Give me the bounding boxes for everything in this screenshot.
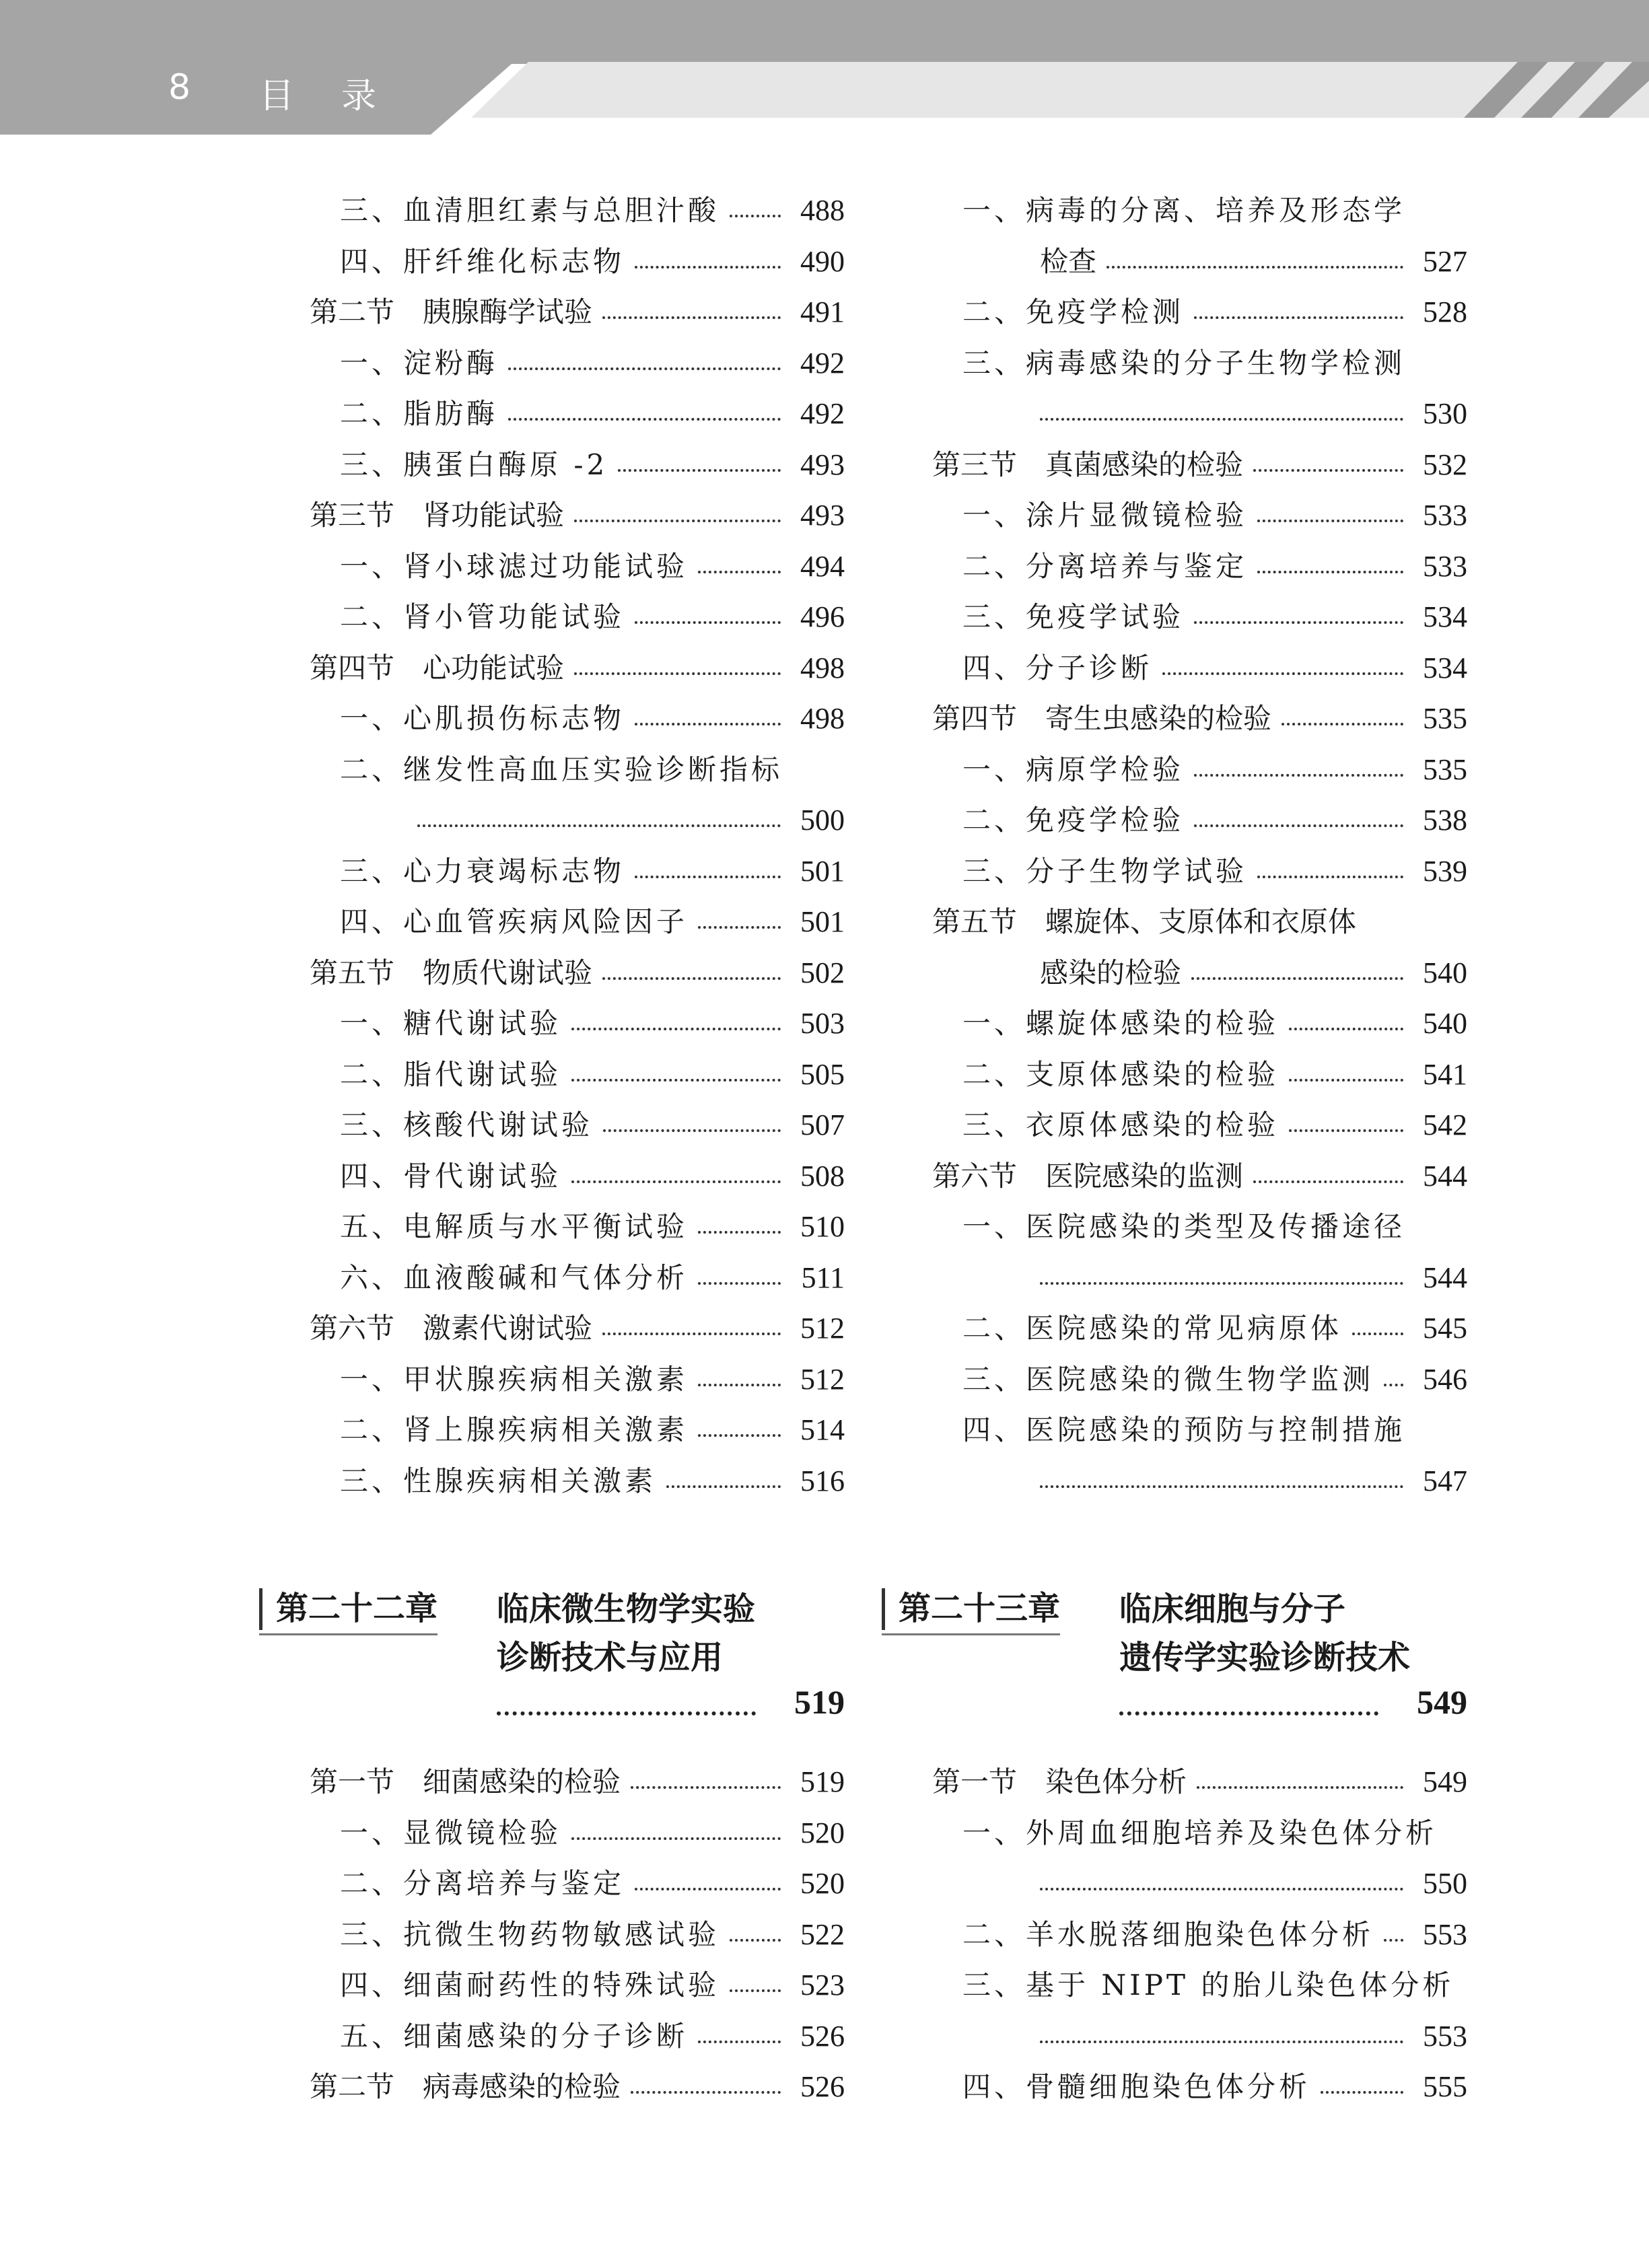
leader-dots [1352,1333,1403,1335]
leader-dots [635,266,781,269]
entry-page-number: 496 [800,600,845,633]
entry-page-number: 492 [800,397,845,430]
entry-label: 二、免疫学检测 [962,295,1185,328]
entry-label: 三、分子生物学试验 [962,854,1248,888]
entry-page-number: 490 [800,244,845,278]
header-title: 目录 [259,76,424,116]
leader-dots [1040,1485,1403,1488]
toc-entry [905,1201,1467,1252]
leader-dots [1257,876,1403,878]
toc-entry [905,388,1467,439]
leader-dots [631,1786,781,1789]
chapter-title-line1: 临床微生物学实验 [497,1590,756,1628]
entry-page-number: 507 [800,1108,845,1141]
entry-page-number: 539 [1423,854,1467,888]
toc-entry [283,744,845,795]
entry-page-number: 519 [800,1765,845,1798]
toc-entry [905,998,1467,1049]
entry-label: 四、分子诊断 [962,651,1153,684]
toc-entry [283,1049,845,1100]
toc-entry [905,490,1467,540]
entry-page-number: 502 [800,956,845,989]
toc-section-entry [905,1151,1467,1201]
entry-page-number: 550 [1423,1867,1467,1900]
leader-dots [574,672,781,675]
entry-page-number: 544 [1423,1159,1467,1193]
chapter-number: 第二十二章 [276,1590,438,1627]
entry-label: 第二节 胰腺酶学试验 [310,295,593,328]
leader-dots [1321,2091,1403,2094]
entry-label: 二、脂肪酶 [340,397,499,430]
entry-label: 一、甲状腺疾病相关激素 [340,1362,689,1396]
toc-entry [283,185,845,236]
entry-page-number: 533 [1423,499,1467,532]
leader-dots [603,1129,781,1132]
toc-section-entry [283,643,845,693]
entry-label: 第三节 真菌感染的检验 [932,448,1244,481]
toc-entry [905,1049,1467,1100]
toc-entry [905,643,1467,693]
toc-entry [283,541,845,592]
leader-dots [574,520,781,522]
entry-page-number: 553 [1423,2019,1467,2053]
toc-entry [905,2011,1467,2061]
toc-entry [905,846,1467,896]
toc-entry [283,795,845,845]
entry-label: 三、免疫学试验 [962,600,1185,633]
entry-page-number: 553 [1423,1917,1467,1951]
entry-label: 二、脂代谢试验 [340,1057,562,1091]
chapter-number: 第二十三章 [899,1590,1061,1627]
entry-label: 二、医院感染的常见病原体 [962,1312,1343,1345]
entry-label: 检查 [1040,244,1097,278]
leader-dots [1107,266,1403,269]
leader-dots [508,367,781,370]
leader-dots [1040,1888,1403,1890]
toc-section-entry [905,439,1467,490]
entry-page-number: 545 [1423,1312,1467,1345]
entry-label: 第二节 病毒感染的检验 [310,2070,621,2103]
leader-dots [635,876,781,878]
leader-dots [698,571,781,573]
chapter-page-number: 519 [794,1683,845,1721]
entry-label: 五、细菌感染的分子诊断 [340,2019,689,2053]
entry-page-number: 492 [800,346,845,380]
entry-page-number: 510 [800,1210,845,1243]
entry-page-number: 516 [800,1464,845,1497]
leader-dots [698,1282,781,1285]
toc-entry [905,744,1467,795]
entry-label: 三、胰蛋白酶原 -2 [340,448,608,481]
entry-label: 三、血清胆红素与总胆汁酸 [340,194,720,227]
leader-dots [602,1333,781,1335]
chapter-page-number: 549 [1417,1683,1467,1721]
toc-section-entry [283,490,845,540]
entry-page-number: 534 [1423,651,1467,684]
entry-page-number: 534 [1423,600,1467,633]
leader-dots [1194,621,1403,624]
entry-label: 第五节 螺旋体、支原体和衣原体 [932,905,1357,938]
entry-label: 五、电解质与水平衡试验 [340,1210,689,1243]
leader-dots [1162,672,1403,675]
entry-label: 四、肝纤维化标志物 [340,244,625,278]
entry-page-number: 512 [800,1312,845,1345]
entry-label: 第六节 激素代谢试验 [310,1312,593,1345]
header-band-graphic [0,0,1649,135]
entry-page-number: 505 [800,1057,845,1091]
entry-label: 六、血液酸碱和气体分析 [340,1261,689,1294]
toc-entry [283,236,845,287]
toc-entry [283,1909,845,1960]
entry-page-number: 526 [800,2070,845,2103]
chapter-title-line1: 临床细胞与分子 [1119,1590,1346,1628]
toc-entry [283,846,845,896]
leader-dots [635,621,781,624]
toc-entry [283,1456,845,1506]
chapter-underline [882,1633,1060,1635]
leader-dots [602,316,781,319]
leader-dots [1289,1079,1403,1082]
entry-label: 感染的检验 [1040,956,1182,989]
toc-entry [283,1405,845,1455]
entry-label: 三、医院感染的微生物学监测 [962,1362,1374,1396]
leader-dots [631,2091,781,2094]
entry-page-number: 520 [800,1867,845,1900]
toc-entry [905,2061,1467,2112]
toc-entry [905,1303,1467,1353]
toc-entry [283,998,845,1049]
toc-entry [905,1808,1467,1858]
entry-label: 第六节 医院感染的监测 [932,1159,1244,1193]
entry-page-number: 522 [800,1917,845,1951]
leader-dots [1040,418,1403,421]
leader-dots [1040,1282,1403,1285]
entry-page-number: 527 [1423,244,1467,278]
leader-dots [1194,316,1403,319]
toc-section-entry [905,896,1467,947]
leader-dots [602,977,781,980]
leader-dots [1282,723,1403,725]
chapter-leader-dots [1119,1711,1378,1715]
entry-page-number: 512 [800,1362,845,1396]
toc-entry [905,541,1467,592]
entry-label: 四、细菌耐药性的特殊试验 [340,1969,720,2001]
toc-entry [905,1858,1467,1909]
leader-dots [1191,977,1403,980]
entry-page-number: 535 [1423,752,1467,786]
entry-page-number: 544 [1423,1261,1467,1294]
chapter-marker-bar [882,1588,885,1630]
entry-page-number: 501 [800,905,845,938]
entry-label: 第四节 寄生虫感染的检验 [932,702,1272,735]
leader-dots [1257,571,1403,573]
leader-dots [666,1485,781,1488]
leader-dots [571,1180,781,1183]
entry-label: 一、病毒的分离、培养及形态学 [962,194,1406,227]
leader-dots [1384,1939,1403,1942]
toc-entry [283,338,845,388]
entry-label: 三、衣原体感染的检验 [962,1108,1279,1141]
leader-dots [730,215,781,217]
leader-dots [698,1231,781,1234]
leader-dots [1040,2041,1403,2043]
entry-page-number: 493 [800,448,845,481]
entry-label: 第三节 肾功能试验 [310,499,565,532]
leader-dots [698,2041,781,2043]
toc-section-entry [283,287,845,337]
entry-label: 一、医院感染的类型及传播途径 [962,1210,1406,1243]
leader-dots [1289,1028,1403,1030]
entry-label: 三、基于 NIPT 的胎儿染色体分析 [962,1969,1454,2001]
leader-dots [571,1079,781,1082]
entry-page-number: 542 [1423,1108,1467,1141]
leader-dots [571,1837,781,1840]
toc-section-entry [283,1757,845,1807]
header-page-number: 8 [168,67,191,108]
entry-label: 三、性腺疾病相关激素 [340,1464,657,1497]
toc-entry [283,2011,845,2061]
toc-entry [283,693,845,744]
leader-dots [618,469,781,472]
entry-label: 四、医院感染的预防与控制措施 [962,1413,1406,1446]
entry-label: 二、支原体感染的检验 [962,1057,1279,1091]
leader-dots [698,1384,781,1386]
toc-entry [905,287,1467,337]
toc-entry [283,439,845,490]
entry-label: 二、分离培养与鉴定 [340,1867,625,1900]
entry-page-number: 555 [1423,2070,1467,2103]
entry-label: 第四节 心功能试验 [310,651,565,684]
toc-entry [905,1405,1467,1455]
leader-dots [698,1434,781,1437]
leader-dots [417,824,781,827]
chapter-underline [259,1633,437,1635]
entry-page-number: 501 [800,854,845,888]
toc-entry [283,388,845,439]
chapter-heading [899,1585,1467,1746]
chapter-marker-bar [259,1588,262,1630]
toc-section-entry [283,1303,845,1353]
entry-label: 一、心肌损伤标志物 [340,702,625,735]
entry-label: 二、继发性高血压实验诊断指标 [340,752,783,786]
toc-entry [283,1808,845,1858]
leader-dots [635,1888,781,1890]
toc-entry [283,1201,845,1252]
entry-page-number: 541 [1423,1057,1467,1091]
entry-page-number: 538 [1423,804,1467,837]
entry-label: 二、肾上腺疾病相关激素 [340,1413,689,1446]
entry-page-number: 530 [1423,397,1467,430]
chapter-title-line2: 遗传学实验诊断技术 [1119,1639,1411,1676]
entry-label: 第一节 染色体分析 [932,1765,1187,1798]
toc-entry [905,185,1467,236]
entry-page-number: 514 [800,1413,845,1446]
entry-page-number: 494 [800,549,845,583]
entry-page-number: 533 [1423,549,1467,583]
chapter-title-line2: 诊断技术与应用 [497,1639,724,1676]
entry-label: 一、外周血细胞培养及染色体分析 [962,1816,1438,1849]
entry-label: 一、显微镜检验 [340,1816,562,1849]
leader-dots [1253,469,1403,472]
leader-dots [635,723,781,725]
toc-entry [905,592,1467,642]
entry-page-number: 520 [800,1816,845,1849]
entry-label: 三、心力衰竭标志物 [340,854,625,888]
toc-entry [283,1354,845,1405]
page-header [0,0,1649,135]
entry-label: 三、病毒感染的分子生物学检测 [962,346,1406,380]
toc-entry [905,1456,1467,1506]
entry-page-number: 535 [1423,702,1467,735]
entry-label: 一、肾小球滤过功能试验 [340,549,689,583]
toc-section-entry [905,1757,1467,1807]
entry-label: 三、抗微生物药物敏感试验 [340,1917,720,1951]
leader-dots [571,1028,781,1030]
leader-dots [730,1939,781,1942]
leader-dots [1194,774,1403,777]
leader-dots [1289,1129,1403,1132]
entry-label: 第一节 细菌感染的检验 [310,1765,621,1798]
entry-page-number: 528 [1423,295,1467,328]
leader-dots [1257,520,1403,522]
entry-page-number: 488 [800,194,845,227]
toc-entry [905,236,1467,287]
entry-page-number: 491 [800,295,845,328]
entry-page-number: 540 [1423,1007,1467,1040]
toc-entry [905,1960,1467,2010]
toc-entry [283,1960,845,2010]
entry-label: 二、免疫学检验 [962,804,1185,837]
entry-label: 三、核酸代谢试验 [340,1108,594,1141]
leader-dots [698,926,781,929]
toc-entry [905,1909,1467,1960]
toc-entry [283,1151,845,1201]
entry-page-number: 503 [800,1007,845,1040]
entry-label: 二、分离培养与鉴定 [962,549,1248,583]
toc-entry [905,1354,1467,1405]
toc-section-entry [905,693,1467,744]
entry-page-number: 549 [1423,1765,1467,1798]
entry-label: 二、羊水脱落细胞染色体分析 [962,1917,1374,1951]
entry-page-number: 546 [1423,1362,1467,1396]
chapter-leader-dots [497,1711,756,1715]
entry-label: 四、骨代谢试验 [340,1159,562,1193]
leader-dots [508,418,781,421]
entry-label: 一、螺旋体感染的检验 [962,1007,1279,1040]
entry-page-number: 547 [1423,1464,1467,1497]
toc-entry [905,1100,1467,1150]
entry-page-number: 511 [801,1261,845,1294]
entry-page-number: 498 [800,651,845,684]
toc-entry [283,896,845,947]
entry-page-number: 493 [800,499,845,532]
toc-section-entry [283,948,845,998]
toc-section-entry [283,2061,845,2112]
toc-entry [905,338,1467,388]
entry-label: 四、心血管疾病风险因子 [340,905,689,938]
toc-entry [283,1858,845,1909]
entry-label: 一、涂片显微镜检验 [962,499,1248,532]
entry-page-number: 540 [1423,956,1467,989]
toc-entry [905,795,1467,845]
entry-page-number: 523 [800,1969,845,2001]
leader-dots [1253,1180,1403,1183]
leader-dots [1384,1384,1403,1386]
entry-label: 二、肾小管功能试验 [340,600,625,633]
entry-page-number: 532 [1423,448,1467,481]
leader-dots [1194,824,1403,827]
entry-label: 一、糖代谢试验 [340,1007,562,1040]
toc-entry [283,1252,845,1303]
toc-entry [283,1100,845,1150]
entry-label: 第五节 物质代谢试验 [310,956,593,989]
toc-entry [283,592,845,642]
leader-dots [730,1989,781,1992]
toc-entry [905,1252,1467,1303]
entry-page-number: 500 [800,804,845,837]
entry-label: 四、骨髓细胞染色体分析 [962,2070,1311,2103]
entry-page-number: 526 [800,2019,845,2053]
chapter-heading [276,1585,845,1746]
entry-label: 一、淀粉酶 [340,346,499,380]
leader-dots [1197,1786,1403,1789]
toc-entry [905,948,1467,998]
entry-page-number: 508 [800,1159,845,1193]
entry-page-number: 498 [800,702,845,735]
entry-label: 一、病原学检验 [962,752,1185,786]
